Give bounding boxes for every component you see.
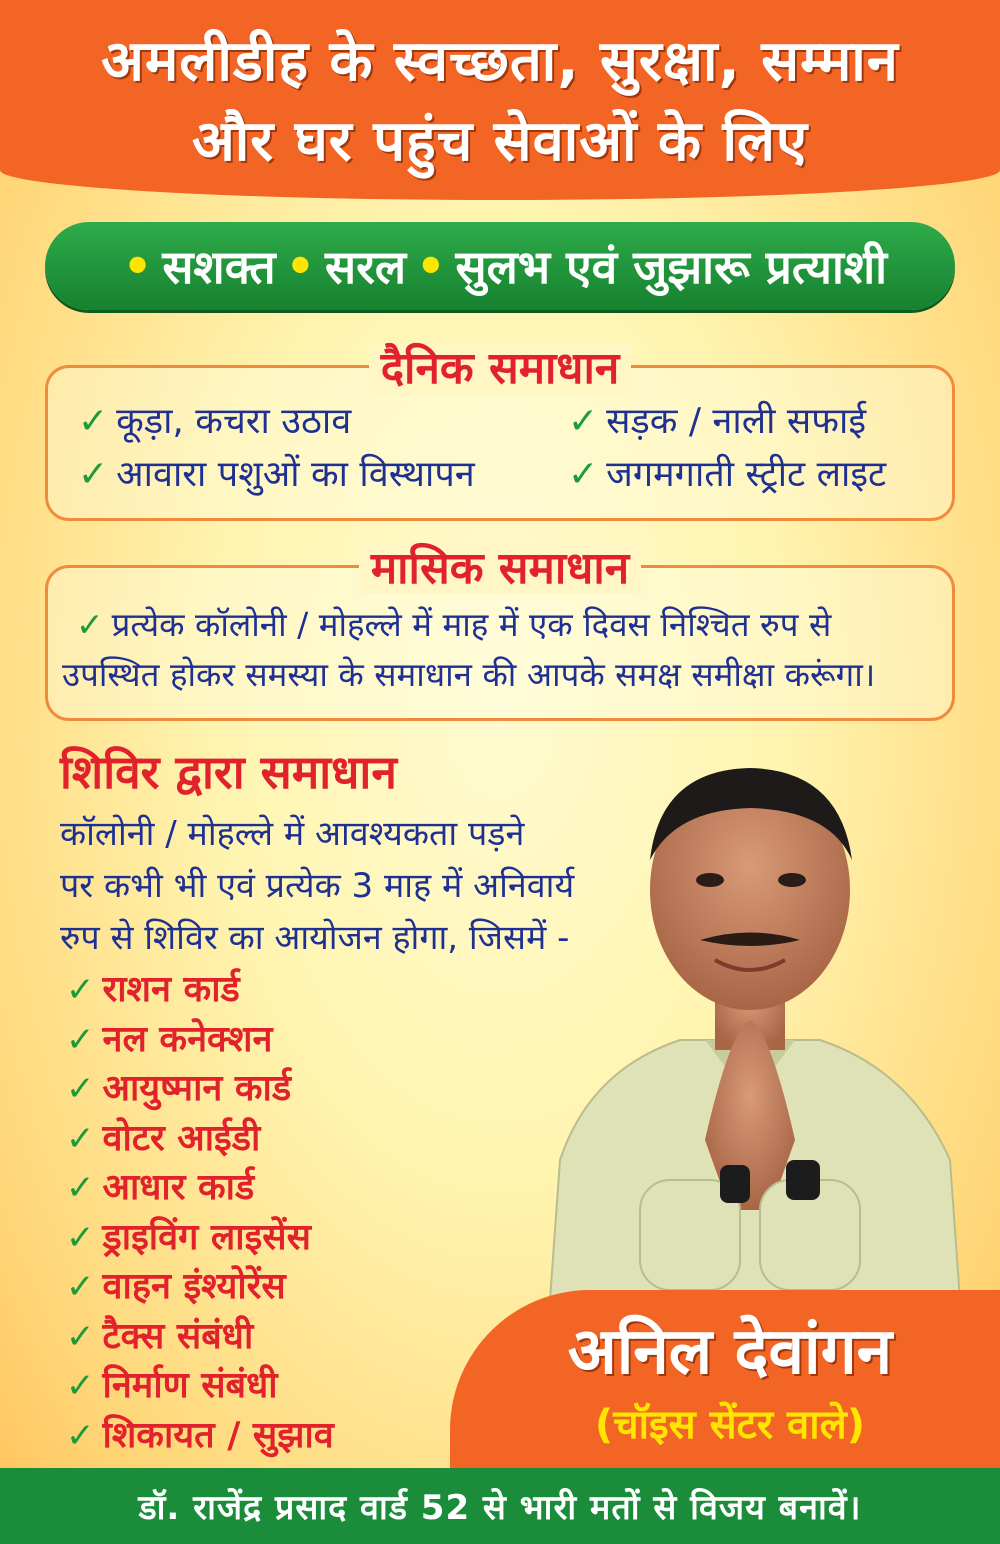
list-item: ✓ वाहन इंश्योरेंस: [66, 1266, 286, 1307]
footer-text: डॉ. राजेंद्र प्रसाद वार्ड 52 से भारी मतों से विजय बनावें।: [138, 1488, 862, 1528]
check-icon: ✓: [568, 454, 599, 495]
headline-line-2: और घर पहुंच सेवाओं के लिए: [192, 109, 808, 174]
check-icon: ✓: [568, 401, 599, 442]
check-icon: ✓: [76, 605, 104, 644]
daily-item-1: ✓ कूड़ा, कचरा उठाव: [78, 401, 352, 442]
list-item: ✓ आधार कार्ड: [66, 1167, 255, 1208]
candidate-photo: [530, 740, 970, 1300]
monthly-solutions-text: ✓ प्रत्येक कॉलोनी / मोहल्ले में माह में एक दिवस निश्चित रुप से उपस्थित होकर समस्या के समाधान की आपके समक्ष समीक्षा करूंगा।: [62, 605, 876, 694]
tagline-word-3: सुलभ एवं जुझारू प्रत्याशी: [455, 240, 888, 294]
check-icon: ✓: [66, 1217, 95, 1258]
tagline-word-2: सरल: [325, 240, 407, 294]
list-item: ✓ नल कनेक्शन: [66, 1018, 273, 1060]
check-icon: ✓: [66, 1316, 95, 1357]
check-icon: ✓: [66, 1069, 95, 1109]
daily-item-4: ✓ जगमगाती स्ट्रीट लाइट: [568, 454, 887, 495]
list-item: ✓ निर्माण संबंधी: [66, 1365, 278, 1406]
monthly-solutions-title: मासिक समाधान: [0, 536, 1000, 596]
list-item: ✓ वोटर आईडी: [66, 1117, 261, 1159]
check-icon: ✓: [66, 1267, 95, 1307]
candidate-name: अनिल देवांगन: [567, 1315, 893, 1389]
headline-line-1: अमलीडीह के स्वच्छता, सुरक्षा, सम्मान: [101, 29, 899, 94]
bullet-icon: •: [416, 239, 446, 293]
list-item: ✓ टैक्स संबंधी: [66, 1315, 254, 1357]
check-icon: ✓: [78, 401, 109, 442]
check-icon: ✓: [66, 1415, 95, 1456]
camp-services-list: [66, 965, 334, 1460]
list-item: ✓ शिकायत / सुझाव: [66, 1414, 334, 1456]
check-icon: ✓: [78, 454, 109, 495]
list-item: ✓ आयुष्मान कार्ड: [66, 1068, 292, 1109]
list-item: ✓ ड्राइविंग लाइसेंस: [66, 1216, 311, 1258]
list-item: ✓ राशन कार्ड: [66, 969, 240, 1010]
check-icon: ✓: [66, 1118, 95, 1159]
bullet-icon: •: [285, 239, 315, 293]
camp-description: कॉलोनी / मोहल्ले में आवश्यकता पड़ने पर कभी भी एवं प्रत्येक 3 माह में अनिवार्य रुप से शिविर का आयोजन होगा, जिसमें -: [60, 814, 575, 958]
camp-solutions-title: शिविर द्वारा समाधान: [60, 745, 397, 799]
tagline-word-1: सशक्त: [162, 240, 276, 294]
daily-solutions-title: दैनिक समाधान: [0, 336, 1000, 396]
tagline-pill: [45, 222, 955, 310]
check-icon: ✓: [66, 1168, 95, 1208]
check-icon: ✓: [66, 970, 95, 1010]
check-icon: ✓: [66, 1019, 95, 1060]
footer-banner: [0, 1468, 1000, 1544]
daily-item-2: ✓ सड़क / नाली सफाई: [568, 401, 867, 442]
check-icon: ✓: [66, 1366, 95, 1406]
bullet-icon: •: [122, 239, 153, 293]
candidate-subtitle: (चॉइस सेंटर वाले): [594, 1402, 866, 1448]
daily-item-3: ✓ आवारा पशुओं का विस्थापन: [78, 454, 475, 495]
